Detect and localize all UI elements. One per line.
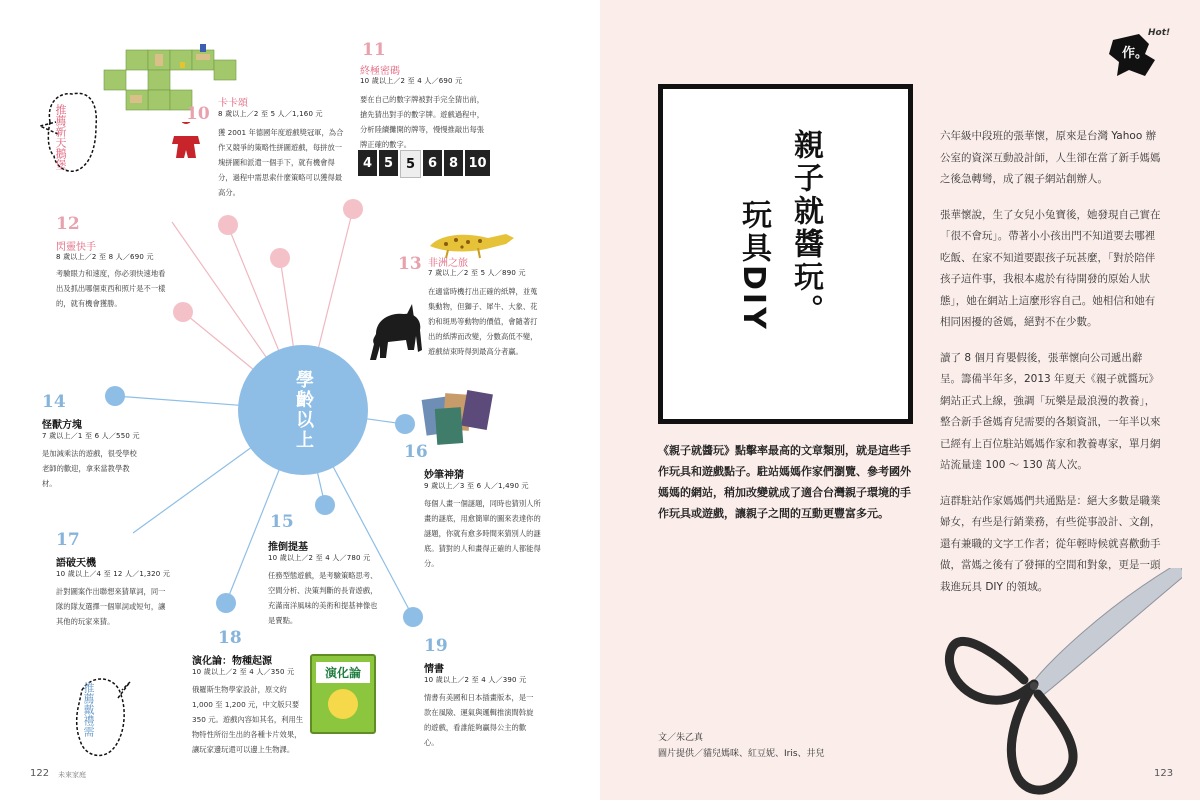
left-page: [0, 0, 600, 800]
feature-title-line1: 親子就醬玩。: [788, 129, 823, 327]
number-tile: 10: [465, 150, 490, 176]
game-19-number: 19: [424, 636, 448, 656]
game-15-number: 15: [270, 512, 294, 532]
article-paragraph: 這群駐站作家媽媽們共通點是：絕大多數是職業婦女，有些是行銷業務，有些從事設計、文創，還有兼職的文字工作者；從年輕時候就喜歡動手做，當媽之後有了發揮的空間和對象，更是一頭栽進玩具 DIY 的領域。: [940, 494, 1161, 593]
dixit-cards-image: [420, 388, 502, 446]
game-17-description: 計對圖案作出聯想來猜單詞，同一隊的隊友選擇一個單詞或短句，讓其他的玩家來猜。: [56, 587, 166, 626]
number-tile: 6: [423, 150, 442, 176]
writer-credit: 文／朱乙真: [658, 733, 704, 743]
bubble-recommend-label: 推薦新天鵝堡: [54, 104, 67, 170]
game-11-number: 11: [362, 40, 386, 60]
game-17-number: 17: [56, 530, 80, 550]
number-tile: 5: [400, 150, 421, 178]
game-16-description: 每個人畫一個謎題，同時也猜別人所畫的謎底，用愈簡單的圖來表達你的謎題，你就有愈多時間來猜別人的謎底。猜對的人和畫得正確的人都能得分。: [424, 499, 541, 568]
article-body: [940, 126, 1162, 612]
game-12-title: 閃靈快手: [56, 242, 96, 253]
pink-dot: [270, 248, 290, 268]
left-page-number: 122: [30, 768, 50, 779]
game-16-title: 妙筆神猜: [424, 470, 464, 481]
evolution-box-label: 演化論: [316, 662, 370, 683]
game-12-meta: 8 歲以上／2 至 8 人／690 元: [56, 253, 154, 261]
game-18-number: 18: [218, 628, 242, 648]
game-13-description: 在適當時機打出正確的紙牌，並蒐集動物，但獅子、犀牛、大象、花豹和斑馬等動物的價值，會隨著打出的紙牌而改變，分數高低不變，遊戲結束時得到最高分者贏。: [428, 287, 538, 356]
blue-dot: [216, 593, 236, 613]
pink-dot: [218, 215, 238, 235]
game-15-title: 推倒提基: [268, 542, 308, 553]
red-meeple-icon: [168, 122, 204, 160]
game-14-description: 是加減乘法的遊戲，很受學校老師的歡迎，拿來當教學教材。: [42, 449, 137, 488]
number-tile: 4: [358, 150, 377, 176]
game-11-description: 要在自己的數字牌被對手完全猜出前，搶先猜出對手的數字牌。遊戲過程中，分析陸續攤開的牌等，慢慢推敲出每張牌正確的數字。: [360, 95, 485, 149]
right-page-number: 123: [1154, 768, 1174, 779]
blue-dot: [315, 495, 335, 515]
bubble-recommend-label: 推薦戴禮需: [82, 682, 95, 737]
feature-title-box: [658, 84, 913, 424]
game-12-description: 考驗眼力和速度，你必須快速地看出及抓出哪個東西和照片是不一樣的，就有機會獲勝。: [56, 269, 166, 308]
age-hub: 學齡以上: [238, 345, 368, 475]
game-14-number: 14: [42, 392, 66, 412]
article-paragraph: 六年級中段班的張華懷，原來是台灣 Yahoo 辦公室的資深互動設計師，人生卻在當了新手媽媽之後急轉彎，成了親子網站創辦人。: [940, 130, 1161, 185]
game-19-title: 情書: [424, 664, 444, 675]
number-tile: 5: [379, 150, 398, 176]
pink-dot: [343, 199, 363, 219]
article-paragraph: 讀了 8 個月育嬰假後，張華懷向公司遞出辭呈。籌備半年多，2013 年夏天《親子就醬玩》網站正式上線，強調「玩樂是最浪漫的教養」，整合新手爸媽育兒需要的各類資訊，一年半以來已經有上百位駐站媽媽作家和教養專家，單月網站流量達 100 ～ 130 萬人次。: [940, 351, 1161, 471]
game-13-number: 13: [398, 254, 422, 274]
carcassonne-board-image: [100, 40, 250, 135]
game-13-title: 非洲之旅: [428, 258, 468, 269]
game-18-meta: 10 歲以上／2 至 4 人／350 元: [192, 668, 295, 676]
number-tiles-image: [358, 150, 490, 178]
number-tile: 8: [444, 150, 463, 176]
game-10-description: 獲 2001 年德國年度遊戲獎冠軍，為合作又競爭的策略性拼圖遊戲，每拼放一塊拼圖和派遣一個手下，就有機會得分，過程中需思索什麼策略可以獲得最高分。: [218, 128, 344, 197]
game-12-number: 12: [56, 214, 80, 234]
article-paragraph: 張華懷說，生了女兒小兔寶後，她發現自己實在「很不會玩」。帶著小小孩出門不知道要去哪裡吃飯、在家不知道要跟孩子玩甚麼，「對於陪伴孩子這件事，我根本處於有待開發的原始人狀態」，她在網站上這麼形容自己。她相信和她有相同困擾的爸媽，絕對不在少數。: [940, 208, 1161, 328]
blue-dot: [395, 414, 415, 434]
game-14-meta: 7 歲以上／1 至 6 人／550 元: [42, 432, 140, 440]
evolution-box-art: [328, 689, 358, 719]
speech-bubble-top: [38, 82, 104, 182]
game-19-description: 情書有美國和日本插畫版本，是一款在風險、運氣與邏輯推演間斡旋的遊戲，看誰能夠贏得公主的歡心。: [424, 693, 534, 747]
section-name: 未來家庭: [58, 771, 86, 779]
game-11-title: 終極密碼: [360, 66, 400, 77]
blue-dot: [105, 386, 125, 406]
game-19-meta: 10 歲以上／2 至 4 人／390 元: [424, 676, 527, 684]
game-16-meta: 9 歲以上／3 至 6 人／1,490 元: [424, 482, 529, 490]
game-10-number: 10: [186, 104, 210, 124]
hot-label: Hot!: [1148, 28, 1171, 38]
game-10-title: 卡卡頌: [218, 98, 248, 109]
game-18-description: 俄羅斯生物學家設計，原文約 1,000 至 1,200 元，中文版只要 350 元。遊戲內容如其名，利用生物特性所衍生出的各種卡片效果，讓玩家邊玩還可以邊上生物課。: [192, 685, 304, 754]
pink-dot: [173, 302, 193, 322]
evolution-box-image: [310, 654, 376, 734]
handmade-badge-label: 作。: [1122, 46, 1149, 61]
elephant-figure-image: [366, 300, 426, 378]
game-10-meta: 8 歲以上／2 至 5 人／1,160 元: [218, 110, 323, 118]
game-14-title: 怪獸方塊: [42, 420, 82, 431]
game-11-meta: 10 歲以上／2 至 4 人／690 元: [360, 77, 463, 85]
game-18-title: 演化論：物種起源: [192, 656, 272, 667]
game-13-meta: 7 歲以上／2 至 5 人／890 元: [428, 269, 526, 277]
game-17-title: 語破天機: [56, 558, 96, 569]
game-16-number: 16: [404, 442, 428, 462]
speech-bubble-bottom: [62, 668, 132, 768]
game-17-meta: 10 歲以上／4 至 12 人／1,320 元: [56, 570, 171, 578]
feature-lead: 《親子就醬玩》點擊率最高的文章類別，就是這些手作玩具和遊戲點子。駐站媽媽作家們瀏覽、參考國外媽媽的網站，稍加改變就成了適合台灣親子環境的手作玩具或遊戲，讓親子之間的互動更豐富多元。: [658, 444, 911, 520]
game-15-meta: 10 歲以上／2 至 4 人／780 元: [268, 554, 371, 562]
game-15-description: 任務型態遊戲，是考驗策略思考、空間分析、決策判斷的長青遊戲，充滿南洋風味的美術和提基神像也是賣點。: [268, 571, 378, 625]
feature-title-line2: 玩具DIY: [736, 199, 771, 332]
image-credit: 圖片提供／貓兒媽咪、紅豆妮、Iris、井兒: [658, 749, 825, 759]
blue-dot: [403, 607, 423, 627]
